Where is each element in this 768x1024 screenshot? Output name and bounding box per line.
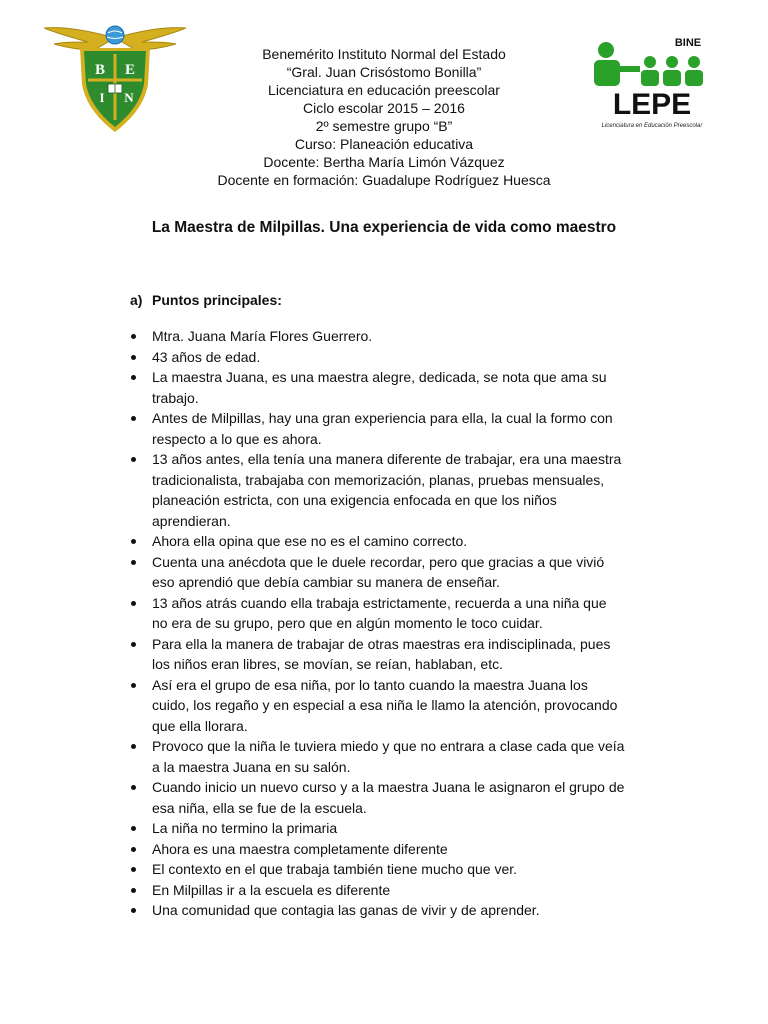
list-item	[130, 675, 670, 737]
bullet-icon	[131, 683, 136, 688]
list-item	[130, 900, 670, 921]
list-item-line: 43 años de edad.	[152, 348, 261, 365]
bullet-icon	[131, 416, 136, 421]
list-item-line: aprendieran.	[152, 512, 231, 529]
list-item	[130, 408, 670, 449]
lepe-subtitle-text: Licenciatura en Educación Preescolar	[601, 123, 703, 129]
list-item-line: Provoco que la niña le tuviera miedo y que no entrara a clase cada que veía	[152, 738, 625, 754]
list-item-line: El contexto en el que trabaja también tiene mucho que ver.	[152, 861, 518, 877]
list-item	[130, 839, 670, 860]
list-item-line: Así era el grupo de esa niña, por lo tanto cuando la maestra Juana los	[152, 676, 588, 693]
bullet-icon	[131, 334, 136, 339]
list-item-line: La maestra Juana, es una maestra alegre, dedicada, se nota que ama su	[152, 369, 607, 385]
list-item	[130, 552, 670, 593]
list-item	[130, 777, 670, 818]
institution-header	[150, 45, 618, 189]
list-item-line: a la maestra Juana en su salón.	[152, 758, 351, 775]
header-line: Docente: Bertha María Limón Vázquez	[263, 154, 505, 170]
list-item-line: Cuenta una anécdota que le duele recordar, pero que gracias a que vivió	[152, 553, 605, 570]
list-item-line: los niños eran libres, se movían, se reían, hablaban, etc.	[152, 656, 503, 672]
bullet-icon	[131, 457, 136, 462]
svg-text:N: N	[124, 90, 134, 105]
section-heading-text: Puntos principales:	[152, 292, 282, 308]
list-item-line: no era de su grupo, pero que en algún momento le toco cuidar.	[152, 615, 543, 631]
list-item	[130, 449, 670, 531]
bullet-icon	[131, 847, 136, 852]
section-marker: a)	[130, 292, 143, 308]
header-line: Docente en formación: Guadalupe Rodríguez Huesca	[217, 172, 551, 188]
bullet-icon	[131, 826, 136, 831]
bullet-icon	[131, 785, 136, 790]
bullet-icon	[131, 744, 136, 749]
list-item-line: Para ella la manera de trabajar de otras maestras era indisciplinada, pues	[152, 635, 611, 652]
bullet-icon	[131, 355, 136, 360]
header-line: Benemérito Instituto Normal del Estado	[262, 46, 506, 62]
list-item	[130, 326, 670, 347]
list-item-line: eso aprendió que debía cambiar su manera de enseñar.	[152, 574, 500, 590]
list-item-line: Ahora ella opina que ese no es el camino correcto.	[152, 533, 468, 549]
bullet-icon	[131, 888, 136, 893]
list-item	[130, 367, 670, 408]
svg-text:E: E	[124, 62, 136, 78]
bine-logo-text: BINE	[674, 37, 702, 49]
header-line: Ciclo escolar 2015 – 2016	[303, 100, 465, 116]
list-item-line: esa niña, ella se fue de la escuela.	[152, 799, 367, 816]
section-heading	[130, 291, 282, 309]
list-item-line: Ahora es una maestra completamente diferente	[152, 840, 448, 857]
bullet-icon	[131, 908, 136, 913]
list-item-line: Una comunidad que contagia las ganas de vivir y de aprender.	[152, 902, 540, 918]
list-item-line: respecto a lo que es ahora.	[152, 430, 322, 447]
list-item	[130, 634, 670, 675]
list-item-line: La niña no termino la primaria	[152, 820, 338, 836]
list-item-line: cuido, los regaño y en especial a esa niña le llamo la atención, provocando	[152, 697, 618, 713]
list-item-line: Cuando inicio un nuevo curso y a la maestra Juana le asignaron el grupo de	[152, 779, 625, 795]
list-item-line: 13 años atrás cuando ella trabaja estrictamente, recuerda a una niña que	[152, 594, 607, 611]
bullet-icon	[131, 867, 136, 872]
list-item	[130, 736, 670, 777]
bullet-icon	[131, 601, 136, 606]
list-item-line: trabajo.	[152, 389, 199, 406]
bullet-icon	[131, 375, 136, 380]
header-line: Curso: Planeación educativa	[294, 136, 474, 152]
list-item-line: Antes de Milpillas, hay una gran experiencia para ella, la cual la formo con	[152, 410, 613, 426]
list-item-line: Mtra. Juana María Flores Guerrero.	[152, 328, 373, 344]
list-item	[130, 859, 670, 880]
list-item-line: planeación estricta, con una exigencia enfocada en que los niños	[152, 492, 557, 508]
svg-text:I: I	[99, 90, 105, 105]
list-item-line: 13 años antes, ella tenía una manera diferente de trabajar, era una maestra	[152, 451, 622, 467]
list-item	[130, 531, 670, 552]
list-item	[130, 347, 670, 368]
document-title: La Maestra de Milpillas. Una experiencia de vida como maestro	[151, 219, 617, 236]
bullet-icon	[131, 560, 136, 565]
list-item-line: En Milpillas ir a la escuela es diferente	[152, 881, 391, 898]
list-item	[130, 880, 670, 901]
header-line: Licenciatura en educación preescolar	[268, 82, 500, 98]
bullet-list	[130, 326, 670, 921]
list-item	[130, 818, 670, 839]
lepe-logo-text: LEPE	[612, 88, 692, 121]
svg-text:B: B	[94, 62, 106, 78]
list-item	[130, 593, 670, 634]
list-item-line: tradicionalista, trabajaba con memorización, planas, pruebas mensuales,	[152, 471, 605, 488]
header-line: “Gral. Juan Crisóstomo Bonilla”	[286, 64, 482, 80]
list-item-line: que ella llorara.	[152, 717, 248, 734]
header-line: 2º semestre grupo “B”	[315, 118, 453, 134]
bullet-icon	[131, 539, 136, 544]
bullet-icon	[131, 642, 136, 647]
